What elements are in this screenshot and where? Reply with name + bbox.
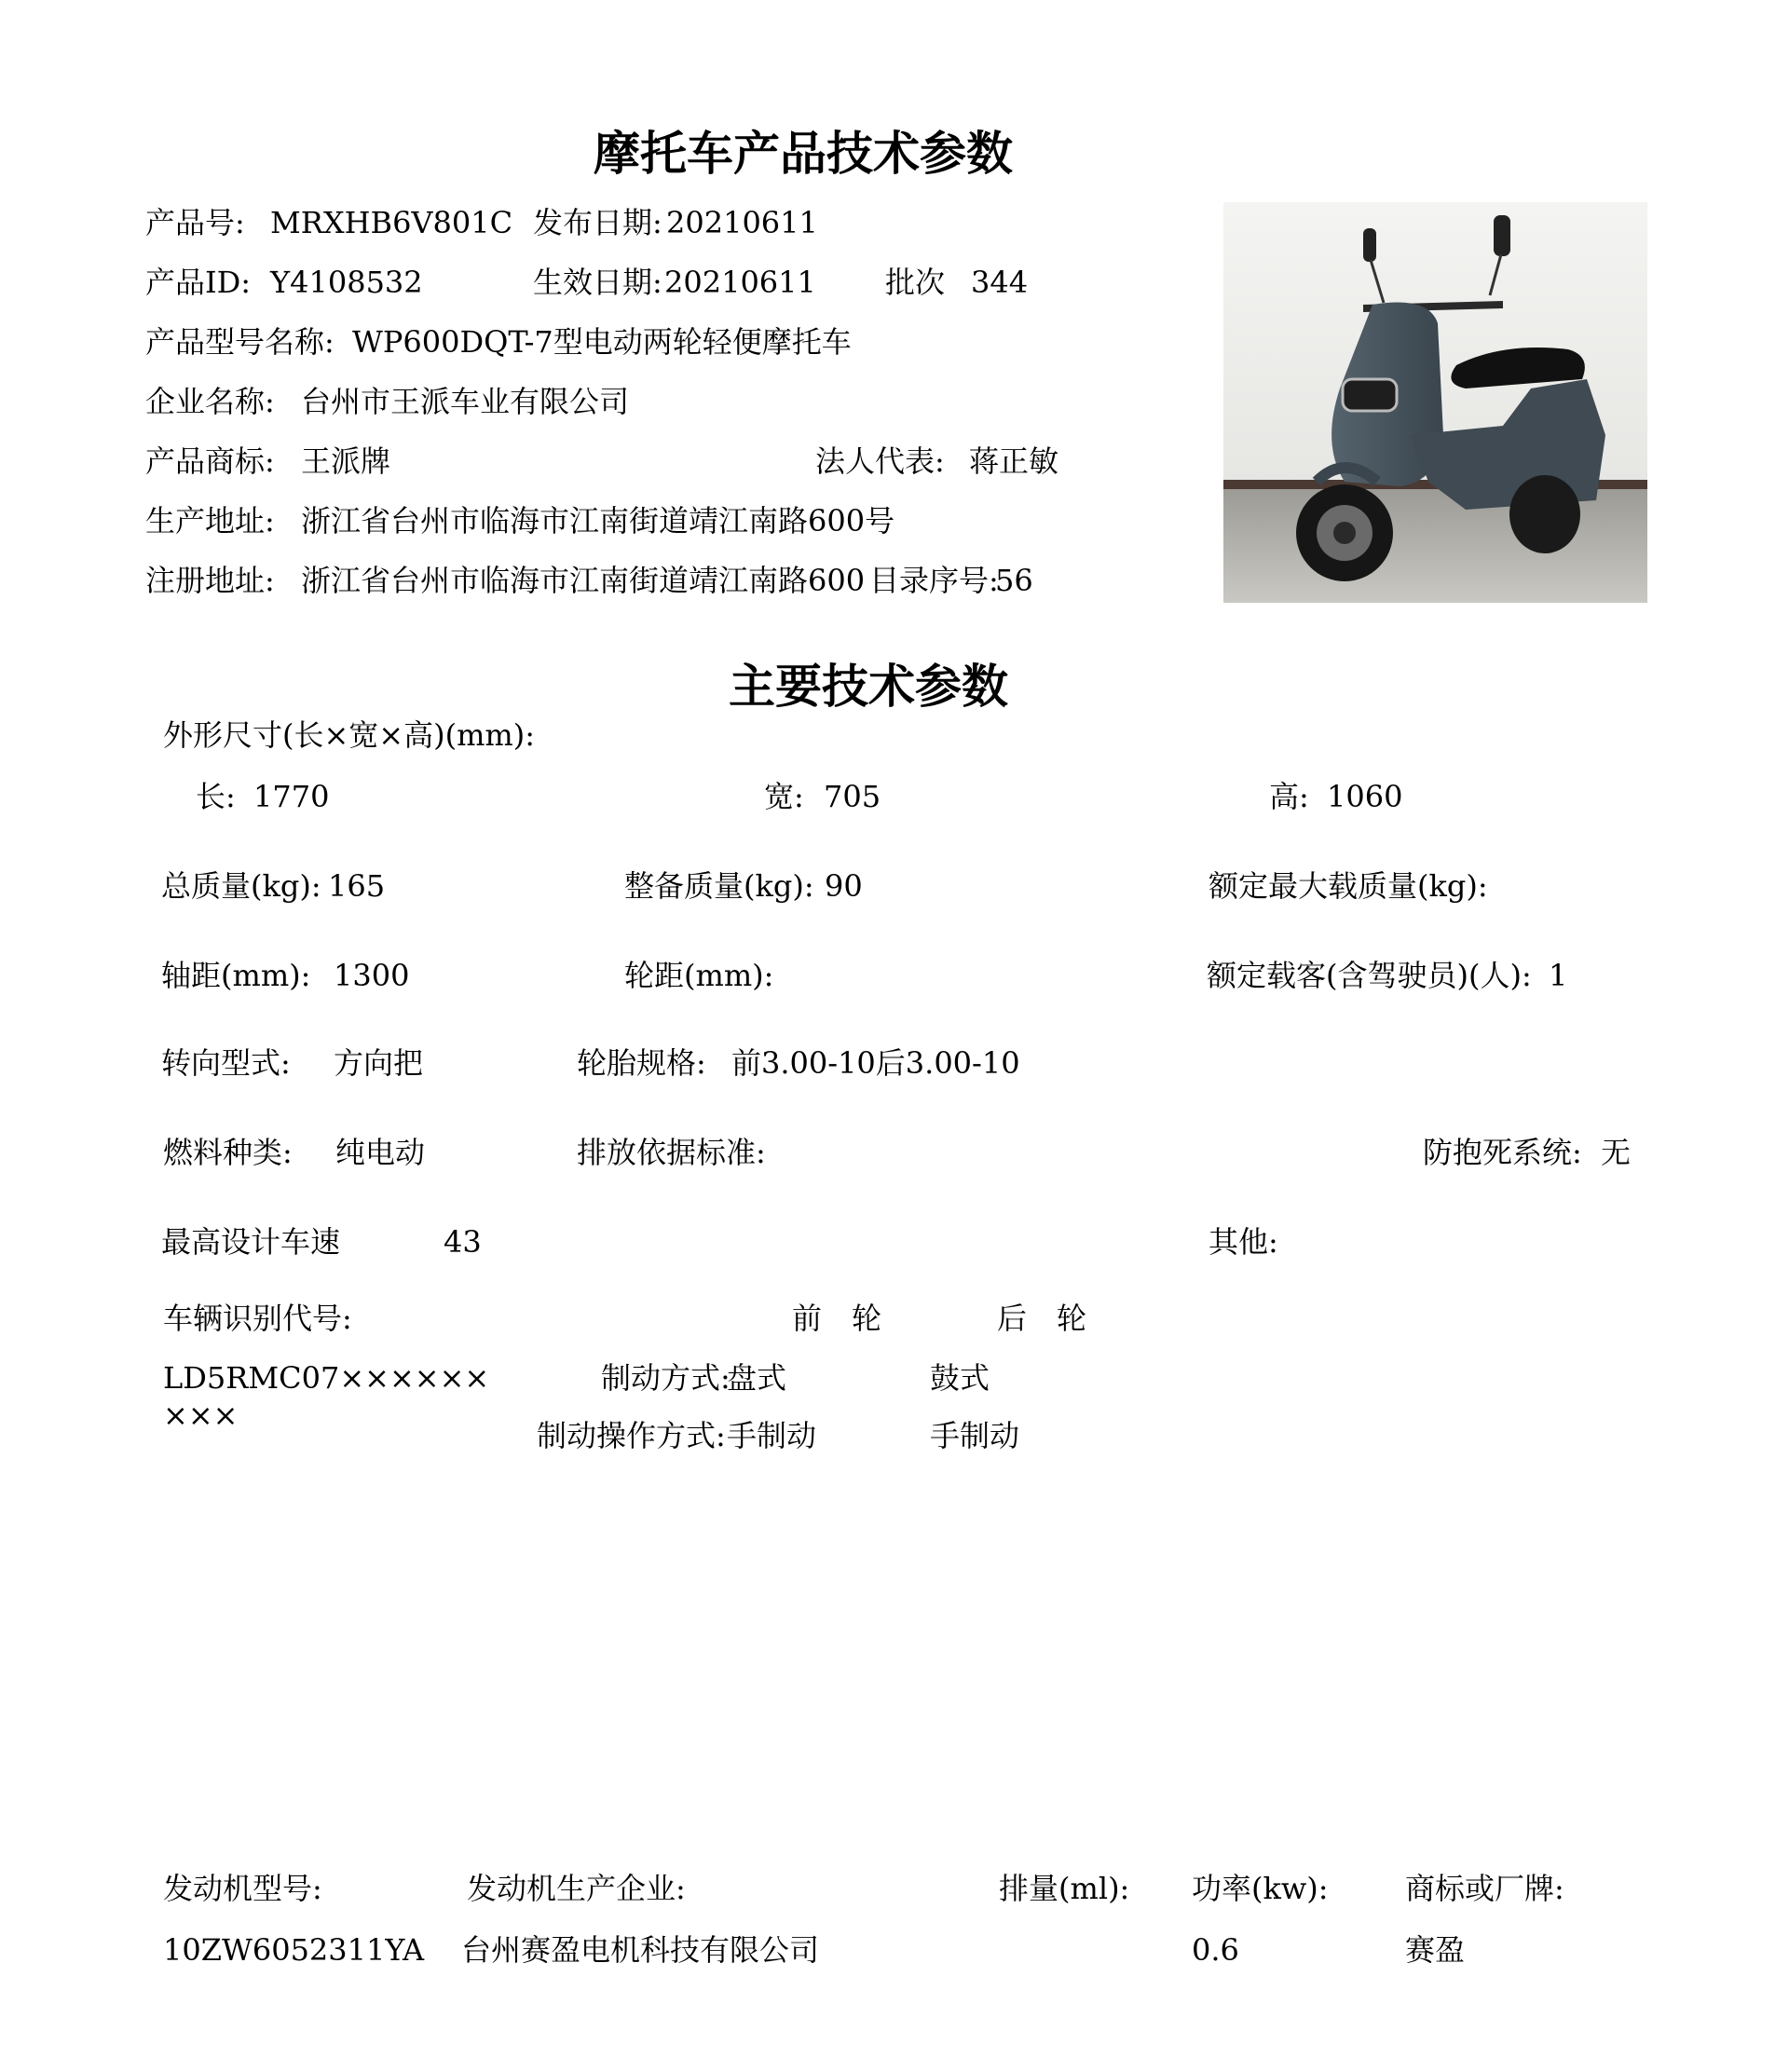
vin-value-line1: LD5RMC07×××××× — [163, 1360, 490, 1396]
legal-rep-value: 蒋正敏 — [969, 443, 1059, 479]
brand-value: 王派牌 — [301, 443, 391, 479]
length-value: 1770 — [253, 779, 330, 814]
max-speed-value: 43 — [444, 1224, 482, 1260]
fuel-value: 纯电动 — [335, 1135, 426, 1170]
engine-maker-value: 台州赛盈电机科技有限公司 — [461, 1932, 820, 1968]
width-label: 宽: — [764, 779, 804, 814]
brand-label: 产品商标: — [145, 443, 275, 479]
company-value: 台州市王派车业有限公司 — [301, 384, 630, 419]
model-name-label: 产品型号名称: — [145, 324, 335, 360]
curb-mass-value: 90 — [825, 868, 863, 904]
other-label: 其他: — [1209, 1224, 1278, 1260]
wheelbase-label: 轴距(mm): — [161, 958, 311, 993]
steering-label: 转向型式: — [161, 1045, 291, 1081]
total-mass-label: 总质量(kg): — [161, 868, 321, 904]
batch-value: 344 — [971, 265, 1029, 300]
release-date-label: 发布日期: — [533, 205, 662, 240]
engine-brand-label: 商标或厂牌: — [1405, 1871, 1564, 1906]
passengers-value: 1 — [1549, 958, 1568, 993]
production-address-value: 浙江省台州市临海市江南街道靖江南路600号 — [301, 503, 895, 538]
registered-address-label: 注册地址: — [145, 563, 275, 598]
vin-label: 车辆识别代号: — [163, 1301, 352, 1336]
catalog-no-value: 56 — [995, 563, 1033, 598]
power-value: 0.6 — [1192, 1932, 1239, 1968]
registered-address-value: 浙江省台州市临海市江南街道靖江南路600 — [301, 563, 866, 598]
effective-date-label: 生效日期: — [533, 265, 662, 300]
model-name-value: WP600DQT-7型电动两轮轻便摩托车 — [352, 324, 852, 360]
catalog-no-label: 目录序号: — [869, 563, 999, 598]
vin-value-line2: ××× — [163, 1397, 239, 1433]
product-no-value: MRXHB6V801C — [270, 205, 513, 240]
product-id-label: 产品ID: — [145, 265, 252, 300]
max-speed-label: 最高设计车速 — [161, 1224, 341, 1260]
engine-maker-label: 发动机生产企业: — [467, 1871, 686, 1906]
engine-model-value: 10ZW6052311YA — [163, 1932, 425, 1968]
wheelbase-value: 1300 — [334, 958, 410, 993]
brake-op-front-value: 手制动 — [727, 1418, 817, 1453]
brake-op-label: 制动操作方式: — [537, 1418, 726, 1453]
displacement-label: 排量(ml): — [999, 1871, 1130, 1906]
passengers-label: 额定载客(含驾驶员)(人): — [1207, 958, 1532, 993]
product-id-value: Y4108532 — [270, 265, 423, 300]
company-label: 企业名称: — [145, 384, 275, 419]
engine-model-label: 发动机型号: — [163, 1871, 322, 1906]
brake-type-label: 制动方式: — [601, 1360, 731, 1396]
height-label: 高: — [1269, 779, 1309, 814]
page-title: 摩托车产品技术参数 — [594, 126, 1013, 181]
brake-op-rear-value: 手制动 — [930, 1418, 1020, 1453]
track-label: 轮距(mm): — [624, 958, 774, 993]
dimensions-label: 外形尺寸(长×宽×高)(mm): — [163, 717, 536, 753]
legal-rep-label: 法人代表: — [815, 443, 945, 479]
abs-label: 防抱死系统: — [1423, 1135, 1582, 1170]
product-photo — [1223, 202, 1647, 603]
effective-date-value: 20210611 — [664, 265, 816, 300]
abs-value: 无 — [1601, 1135, 1632, 1170]
batch-label: 批次 — [885, 265, 946, 300]
steering-value: 方向把 — [334, 1045, 424, 1081]
curb-mass-label: 整备质量(kg): — [624, 868, 814, 904]
brake-front-value: 盘式 — [727, 1360, 787, 1396]
total-mass-value: 165 — [328, 868, 386, 904]
width-value: 705 — [824, 779, 881, 814]
product-no-label: 产品号: — [145, 205, 245, 240]
fuel-label: 燃料种类: — [163, 1135, 293, 1170]
max-load-label: 额定最大载质量(kg): — [1209, 868, 1488, 904]
emission-label: 排放依据标准: — [577, 1135, 766, 1170]
tire-label: 轮胎规格: — [577, 1045, 706, 1081]
tire-value: 前3.00-10后3.00-10 — [731, 1045, 1020, 1081]
brake-rear-value: 鼓式 — [930, 1360, 990, 1396]
specs-title: 主要技术参数 — [729, 659, 1008, 714]
length-label: 长: — [196, 779, 236, 814]
power-label: 功率(kw): — [1192, 1871, 1329, 1906]
height-value: 1060 — [1327, 779, 1403, 814]
release-date-value: 20210611 — [666, 205, 818, 240]
front-wheel-label: 前 轮 — [792, 1301, 882, 1336]
rear-wheel-label: 后 轮 — [997, 1301, 1087, 1336]
production-address-label: 生产地址: — [145, 503, 275, 538]
scooter-image — [1223, 202, 1647, 603]
engine-brand-value: 赛盈 — [1405, 1932, 1466, 1968]
